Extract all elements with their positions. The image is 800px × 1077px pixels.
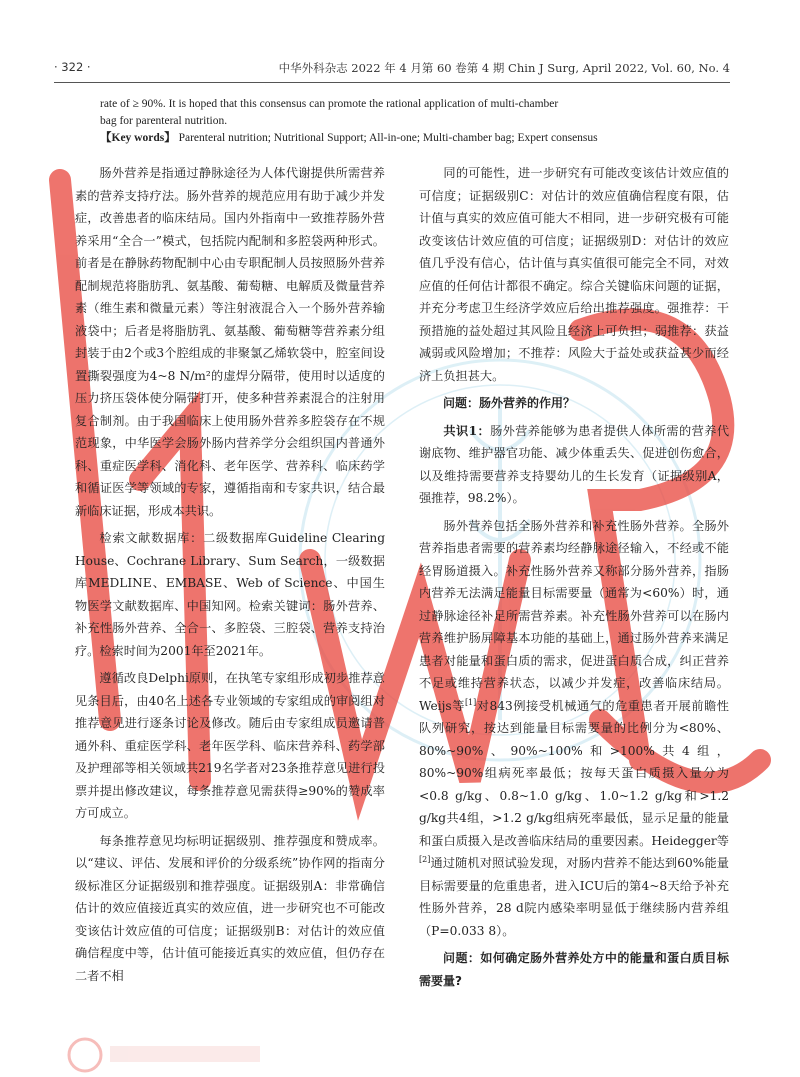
- pn-types-paragraph: [419, 515, 729, 943]
- journal-citation: 中华外科杂志 2022 年 4 月第 60 卷第 4 期 Chin J Surg, April 2022, Vol. 60, No. 4: [278, 61, 730, 75]
- reference-2[interactable]: [2]: [419, 854, 431, 864]
- reference-1[interactable]: [1]: [464, 697, 477, 707]
- question-heading-2: 问题：如何确定肠外营养处方中的能量和蛋白质目标需要量?: [419, 951, 729, 988]
- running-header: [54, 58, 730, 78]
- evidence-grading-paragraph: 每条推荐意见均标明证据级别、推荐强度和赞成率。以“建议、评估、发展和评价的分级系统”协作网的指南分级标准区分证据级别和推荐强度。证据级别A：非常确信估计的效应值接近真实的效应值，进一步研究也不可能改变该估计效应值的可信度；证据级别B：对估计的效应值确信程度中等，估计值可能接近真实的效应值，但仍存在二者不相: [75, 833, 385, 983]
- abstract-line-1: rate of ≥ 90%. It is hoped that this consensus can promote the rational application of multi-chamber: [100, 98, 559, 110]
- keywords-label: 【Key words】: [100, 132, 176, 144]
- question-heading-1: 问题：肠外营养的作用？: [443, 396, 576, 410]
- english-abstract-tail: [100, 96, 730, 147]
- publisher-logo-watermark: [69, 1039, 260, 1071]
- pn-types-text-a: 肠外营养包括全肠外营养和补充性肠外营养。全肠外营养指患者需要的营养素均经静脉途径输入，不经或不能经胃肠道摄入。补充性肠外营养又称部分肠外营养，指肠内营养无法满足能量目标需要量（通常为<60%）时，通过静脉途径补足所需营养素。补充性肠外营养可以在肠内营养维护肠屏障基本功能的基础上，通过肠外营养来满足患者对能量和蛋白质的需求，促进蛋白质合成，纠正营养不足或维持营养状态，以减少并发症，改善临床结局。Weijs等: [419, 518, 729, 713]
- evidence-grading-continued: 同的可能性，进一步研究有可能改变该估计效应值的可信度；证据级别C：对估计的效应值确信程度有限，估计值与真实的效应值可能大不相同，进一步研究极有可能改变该估计效应值的可信度；证据级别D：对估计的效应值几乎没有信心，估计值与真实值很可能完全不同，对效应值的任何估计都很不确定。综合关键临床问题的证据，并充分考虑卫生经济学效应后给出推荐强度。强推荐：干预措施的益处超过其风险且经济上可负担；弱推荐：获益减弱或风险增加；不推荐：风险大于益处或获益甚少而经济上负担甚大。: [419, 166, 729, 383]
- consensus-1: [419, 420, 729, 510]
- header-rule: [54, 82, 730, 83]
- keywords-list: Parenteral nutrition; Nutritional Support; All-in-one; Multi-chamber bag; Expert consensus: [178, 132, 598, 144]
- literature-search-paragraph: 检索文献数据库：二级数据库Guideline Clearing House、Cochrane Library、Sum Search，一级数据库MEDLINE、EMBASE、Web of Science、中国生物医学文献数据库、中国知网。检索关键词：肠外营养、补充性肠外营养、全合一、多腔袋、三腔袋、营养支持治疗。检索时间为2001年至2021年。: [75, 531, 385, 658]
- pn-types-text-c: 通过随机对照试验发现，对肠内营养不能达到60%能量目标需要量的危重患者，进入ICU后的第4~8天给予补充性肠外营养，28 d院内感染率明显低于继续肠内营养组（P=0.033 8）。: [419, 856, 729, 938]
- abstract-line-2: bag for parenteral nutrition.: [100, 115, 228, 127]
- consensus-1-text: 肠外营养能够为患者提供人体所需的营养代谢底物、维护器官功能、减少体重丢失、促进创伤愈合，以及维持需要营养支持婴幼儿的生长发育（证据级别A，强推荐，98.2%）。: [419, 423, 730, 505]
- page-number: · 322 ·: [54, 60, 91, 74]
- pn-types-text-b: 对843例接受机械通气的危重患者开展前瞻性队列研究，按达到能量目标需要量的比例分为<80%、80%~90%、90%~100%和>100%共4组，80%~90%组病死率最低；按每天蛋白质摄入量分为<0.8 g/kg、0.8~1.0 g/kg、1.0~1.2 g/kg和>1.2 g/kg共4组，>1.2 g/kg组病死率最低，显示足量的能量和蛋白质摄入是改善临床结局的重要因素。Heidegger等: [419, 698, 729, 848]
- right-column: [419, 162, 729, 997]
- consensus-1-label: 共识1：: [443, 423, 491, 438]
- delphi-method-paragraph: 遵循改良Delphi原则，在执笔专家组形成初步推荐意见条目后，由40名上述各专业领域的专家组成的审阅组对推荐意见进行逐条讨论及修改。随后由专家组成员邀请普通外科、重症医学科、老年医学科、临床营养科、药学部及护理部等相关领域共219名学者对23条推荐意见进行投票并提出修改建议，每条推荐意见需获得≥90%的赞成率方可成立。: [75, 671, 385, 820]
- left-column: [75, 162, 385, 992]
- intro-paragraph: 肠外营养是指通过静脉途径为人体代谢提供所需营养素的营养支持疗法。肠外营养的规范应用有助于减少并发症，改善患者的临床结局。国内外指南中一致推荐肠外营养采用“全合一”模式，包括院内配制和多腔袋两种形式。前者是在静脉药物配制中心由专职配制人员按照肠外营养配制规范将脂肪乳、氨基酸、葡萄糖、电解质及微量营养素（维生素和微量元素）等注射液混合入一个肠外营养输液袋中；后者是将脂肪乳、氨基酸、葡萄糖等营养素分组封装于由2个或3个腔组成的非聚氯乙烯软袋中，腔室间设置撕裂强度为4~8 N/m²的虚焊分隔带，使用时以适度的压力挤压袋体使分隔带打开，使多种营养素混合的注射用复合制剂。由于我国临床上使用肠外营养多腔袋存在不规范现象，中华医学会肠外肠内营养学分会组织国内普通外科、重症医学科、消化科、老年医学、营养科、临床药学和循证医学等领域的专家，遵循指南和专家共识，结合最新临床证据，形成本共识。: [75, 166, 385, 518]
- keywords-paragraph: [100, 130, 730, 147]
